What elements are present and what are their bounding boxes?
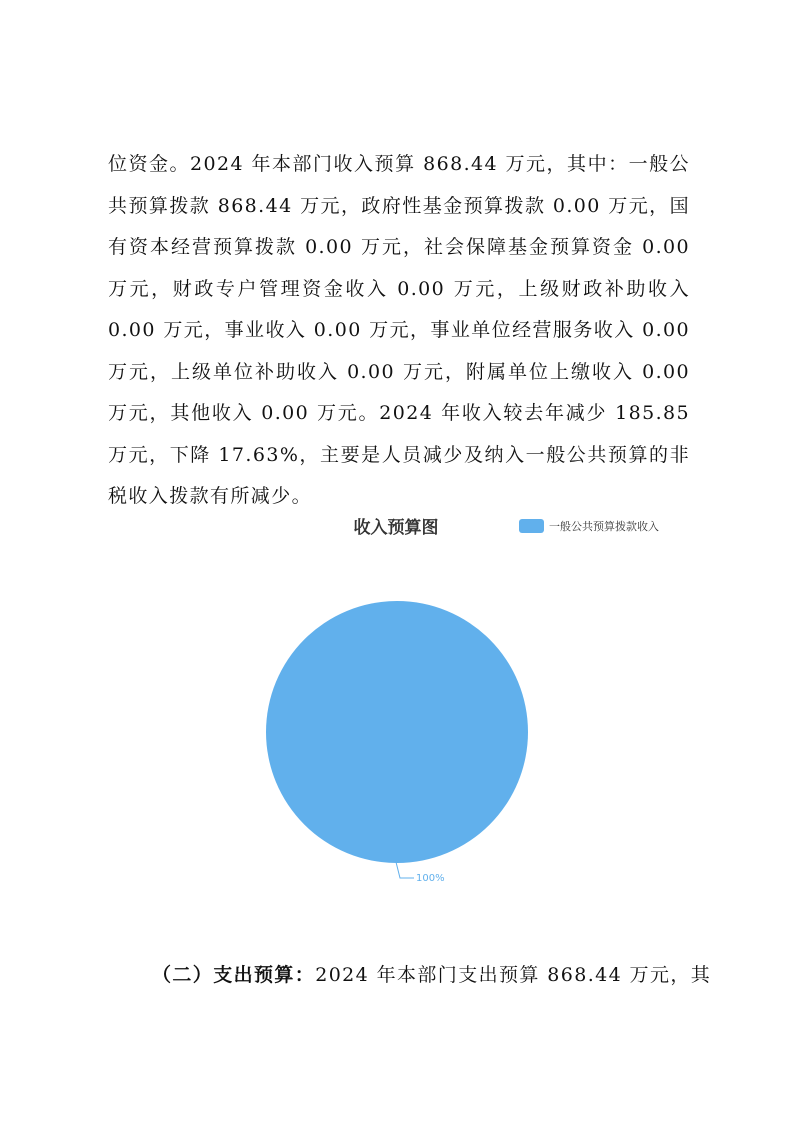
section-text: 2024 年本部门支出预算 868.44 万元，其 <box>315 964 712 986</box>
chart-title: 收入预算图 <box>353 518 439 538</box>
income-paragraph: 位资金。2024 年本部门收入预算 868.44 万元，其中：一般公共预算拨款 868.44 万元，政府性基金预算拨款 0.00 万元，国有资本经营预算拨款 0.00 万元，社会保障基金预算资金 0.00 万元，财政专户管理资金收入 0.00 万元，上级财政补助收入 0.00 万元，事业收入 0.00 万元，事业单位经营服务收入 0.00 万元，上级单位补助收入 0.00 万元，附属单位上缴收入 0.00 万元，其他收入 0.00 万元。2024 年收入较去年减少 185.85 万元，下降 17.63%，主要是人员减少及纳入一般公共预算的非税收入拨款有所减少。 <box>108 153 690 507</box>
pie-slice-0 <box>266 601 528 863</box>
data-label-leader-line <box>396 862 414 878</box>
pie-data-label: 100% <box>416 873 445 884</box>
section-heading: （二）支出预算： <box>152 964 316 986</box>
expenditure-section <box>152 955 712 997</box>
legend-label: 一般公共预算拨款收入 <box>549 520 659 533</box>
